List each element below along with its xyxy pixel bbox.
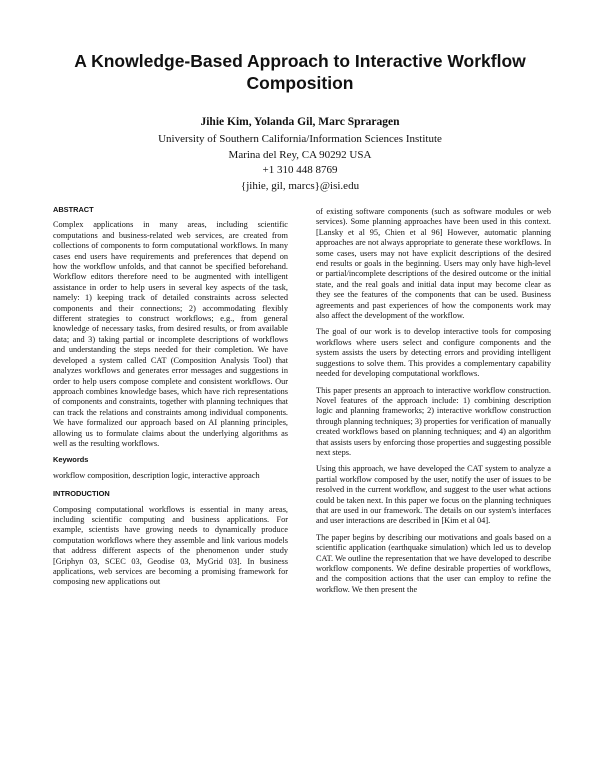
introduction-heading: INTRODUCTION	[53, 489, 110, 499]
right-paragraph-4: Using this approach, we have developed the CAT system to analyze a partial workflow composed by the user, notify the user of issues to be resolved in the current workflow, and suggest to the user what actions could be taken next. In this paper we focus on the planning techniques that are used in our framework. The details on our system's interfaces and user interactions are described in [Kim et al 04].	[316, 464, 551, 526]
right-column	[316, 207, 551, 601]
paper-authors: Jihie Kim, Yolanda Gil, Marc Spraragen	[200, 116, 400, 128]
keywords-heading: Keywords	[53, 455, 89, 465]
right-paragraph-1: of existing software components (such as software modules or web services). Some planning approaches have been used in this context. [Lansky et al 95, Chien et al 96] However, automatic planning approaches are not always appropriate to generate these workflows. In some cases, users may not have explicit descriptions of the desired end results or goals in the beginning. Users may only have high-level or partial/incomplete descriptions of the desired outcome or the initial state, and the real goals and initial data input may become clear as they see the features of the components that can be used. Business agreements and past experiences of how the components work may also affect the development of the workflow.	[316, 207, 551, 321]
introduction-paragraph-1: Composing computational workflows is essential in many areas, including scientific computing and business applications. For example, scientists have growing needs to dynamically produce computation workflows where they assemble and link various models that address different aspects of the phenomenon under study [Griphyn 03, SCEC 03, Geodise 03, MyGrid 03]. In business applications, web services are becoming a promising framework for composing new applications out	[53, 504, 288, 587]
affiliation-phone: +1 310 448 8769	[262, 164, 338, 176]
affiliation-emails: {jihie, gil, marcs}@isi.edu	[240, 179, 360, 192]
right-paragraph-5: The paper begins by describing our motivations and goals based on a scientific application (earthquake simulation) which led us to develop CAT. We outline the representation that we have developed to describe workflow components. We define desirable properties of workflows, and the composition actions that the user can employ to refine the workflow. We then present the	[316, 532, 551, 594]
paper-title: A Knowledge-Based Approach to Interactive Workflow Composition	[74, 51, 526, 93]
author-affiliation	[40, 132, 560, 194]
affiliation-address: Marina del Rey, CA 90292 USA	[228, 148, 372, 161]
affiliation-institution: University of Southern California/Information Sciences Institute	[158, 133, 442, 145]
left-column	[53, 205, 288, 594]
keywords-text: workflow composition, description logic, interactive approach	[53, 470, 260, 480]
abstract-heading: ABSTRACT	[53, 205, 94, 214]
right-paragraph-3: This paper presents an approach to interactive workflow construction. Novel features of the approach include: 1) combining description logic and planning frameworks; 2) interactive workflow construction through planning techniques; 3) properties for verification of manually created workflows based on planning techniques; and 4) an algorithm that assists users by enforcing those properties and suggesting possible next steps.	[316, 385, 552, 457]
right-paragraph-2: The goal of our work is to develop interactive tools for composing workflows where users select and configure components and the system assists the users by detecting errors and providing intelligent suggestions to solve them. This provides a complementary capability needed for developing computational workflows.	[316, 327, 551, 379]
abstract-text: Complex applications in many areas, including scientific computations and business-related web services, are created from collections of components to form computational workflows. In many cases end users have requirements and preferences that depend on how the workflow unfolds, and that cannot be specified beforehand. Workflow editors therefore need to be augmented with intelligent assistance in order to help users in several key aspects of the task, namely: 1) keeping track of detailed constraints across selected components and their connections; 2) accommodating flexibly different strategies to construct workflows; e.g., from general knowledge of necessary tasks, from desired results, or from available data; and 3) taking partial or incomplete descriptions of workflows and understanding the steps needed for their completion. We have developed a system called CAT (Composition Analysis Tool) that analyzes workflows and generates error messages and suggestions in order to help users compose complete and consistent workflows. Our approach combines knowledge bases, which have rich representations of components and constraints, together with planning techniques that can track the relations and constraints among individual components. We have formalized our approach based on AI planning principles, allowing us to formulate claims about the underlying algorithms as well as the resulting workflows.	[53, 220, 288, 448]
